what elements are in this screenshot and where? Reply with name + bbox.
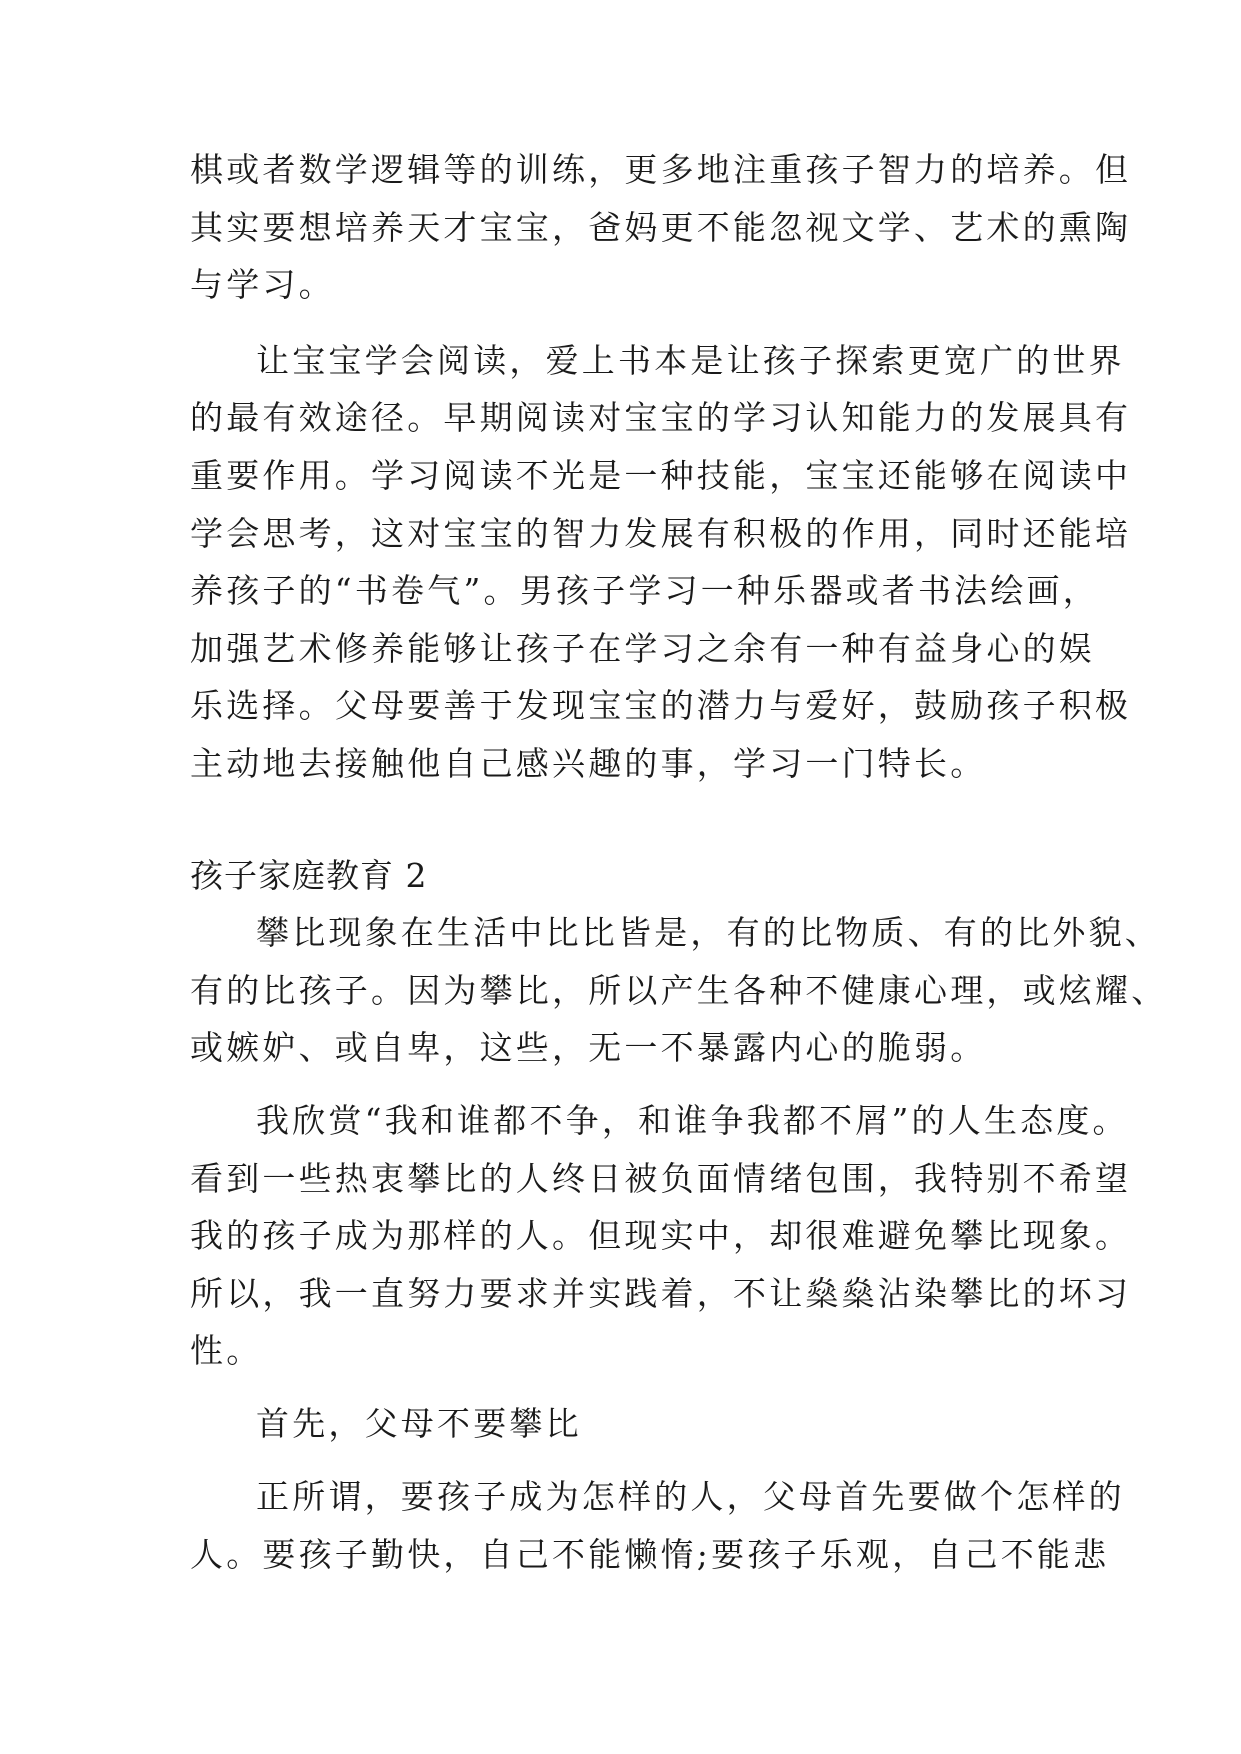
paragraph-line: 的最有效途径。早期阅读对宝宝的学习认知能力的发展具有 [190, 398, 1132, 437]
paragraph-line: 主动地去接触他自己感兴趣的事，学习一门特长。 [190, 744, 987, 783]
paragraph-line: 攀比现象在生活中比比皆是，有的比物质、有的比外貌、 [256, 913, 1161, 952]
paragraph-line: 看到一些热衷攀比的人终日被负面情绪包围，我特别不希望 [190, 1159, 1132, 1198]
paragraph-line: 让宝宝学会阅读，爱上书本是让孩子探索更宽广的世界 [256, 341, 1125, 380]
paragraph-line: 所以，我一直努力要求并实践着，不让燊燊沾染攀比的坏习 [190, 1274, 1132, 1313]
paragraph-line: 正所谓，要孩子成为怎样的人，父母首先要做个怎样的 [256, 1477, 1125, 1516]
paragraph-line: 养孩子的“书卷气”。男孩子学习一种乐器或者书法绘画， [190, 571, 1099, 610]
paragraph-line: 我的孩子成为那样的人。但现实中，却很难避免攀比现象。 [190, 1216, 1132, 1255]
section-heading: 孩子家庭教育 2 [190, 856, 428, 895]
subheading-line: 首先，父母不要攀比 [256, 1404, 582, 1443]
paragraph-line: 其实要想培养天才宝宝，爸妈更不能忽视文学、艺术的熏陶 [190, 208, 1132, 247]
paragraph-line: 人。要孩子勤快，自己不能懒惰;要孩子乐观，自己不能悲 [190, 1535, 1110, 1574]
paragraph-line: 乐选择。父母要善于发现宝宝的潜力与爱好，鼓励孩子积极 [190, 686, 1132, 725]
paragraph-line: 我欣赏“我和谁都不争，和谁争我都不屑”的人生态度。 [256, 1101, 1129, 1140]
paragraph-line: 性。 [190, 1331, 263, 1370]
paragraph-line: 或嫉妒、或自卑，这些，无一不暴露内心的脆弱。 [190, 1028, 987, 1067]
paragraph-line: 学会思考，这对宝宝的智力发展有积极的作用，同时还能培 [190, 514, 1132, 553]
paragraph-line: 加强艺术修养能够让孩子在学习之余有一种有益身心的娱 [190, 629, 1095, 668]
paragraph-line: 棋或者数学逻辑等的训练，更多地注重孩子智力的培养。但 [190, 150, 1132, 189]
paragraph-line: 与学习。 [190, 265, 335, 304]
paragraph-line: 有的比孩子。因为攀比，所以产生各种不健康心理，或炫耀、 [190, 971, 1168, 1010]
paragraph-line: 重要作用。学习阅读不光是一种技能，宝宝还能够在阅读中 [190, 456, 1132, 495]
